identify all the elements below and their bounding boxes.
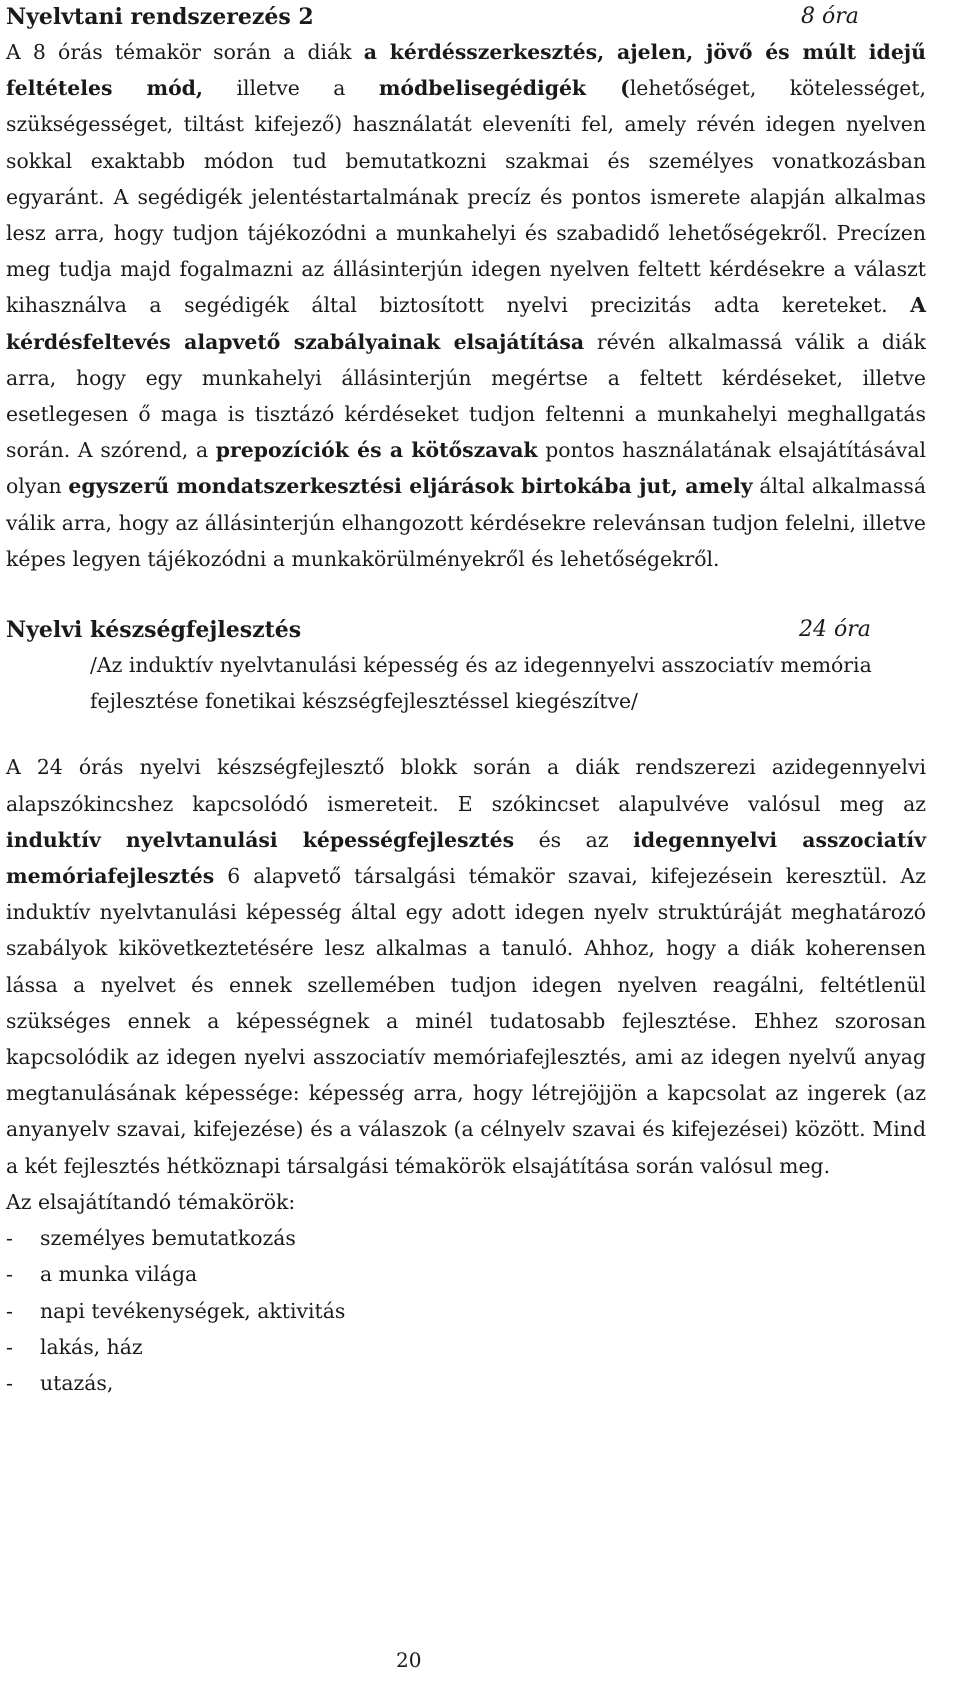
list-dash: -: [6, 1298, 13, 1323]
text-run: 6 alapvető társalgási témakör szavai, kifejezésein keresztül. Az induktív nyelvtanulási képesség által egy adott idegen nyelv struktúráját meghatározó szabályok kikövetkeztetésére lesz alkalmas a tanuló. Ahhoz, hogy a diák koherensen lássa a nyelvet és ennek szellemében tudjon idegen nyelven reagálni, feltétlenül szükséges ennek a képességnek a minél tudatosabb fejlesztése. Ehhez szorosan kapcsolódik az idegen nyelvi asszociatív memóriafejlesztés, ami az idegen nyelvű anyag megtanulásának képessége: képesség arra, hogy létrejöjjön a kapcsolat az ingerek (az anyanyelv szavai, kifejezése) és a válaszok (a célnyelv szavai és kifejezései) között. Mind a két fejlesztés hétköznapi társalgási témakörök elsajátítása során valósul meg.: [6, 864, 926, 1178]
list-item: [6, 1293, 926, 1329]
topics-intro: Az elsajátítandó témakörök:: [6, 1189, 296, 1214]
section-title: Nyelvtani rendszerezés 2: [6, 4, 314, 30]
list-item-text: utazás,: [40, 1370, 114, 1395]
section-heading-skills: [6, 613, 926, 647]
bold-run: idegennyelvi asszociatív memóriafejlesztés: [6, 827, 926, 889]
bold-run: módbelisegédigék (: [378, 76, 630, 101]
text-run: lehetőséget, kötelességet, szükségességet, tiltást kifejező) használatát eleveníti fel, amely révén idegen nyelven sokkal exaktabb módon tud bemutatkozni szakmai és személyes vonatkozásban egyaránt. A segédigék jelentéstartalmának precíz és pontos ismerete alapján alkalmas lesz arra, hogy tudjon tájékozódni a munkahelyi és szabadidő lehetőségekről. Precízen meg tudja majd fogalmazni az állásinterjún idegen nyelven feltett kérdésekre a választ kihasználva a segédigék által biztosított nyelvi precizitás adta kereteket.: [6, 76, 927, 318]
text-run: illetve a: [203, 76, 379, 101]
topic-list: [6, 1220, 926, 1401]
text-run: révén alkalmassá válik a diák arra, hogy egy munkahelyi állásinterjún megértse a feltett kérdéseket, illetve esetlegesen ő maga is tisztázó kérdéseket tudjon feltenni a munkahelyi meghallgatás során. A szórend, a: [6, 329, 926, 463]
list-item-text: személyes bemutatkozás: [40, 1226, 296, 1251]
section-title: Nyelvi készségfejlesztés: [6, 617, 302, 644]
skills-paragraph: [6, 749, 926, 1183]
text-run: pontos használatának elsajátításával olyan: [6, 438, 926, 499]
bold-run: a kérdésszerkesztés, ajelen, jövő és múlt idejű feltételes mód,: [6, 40, 926, 101]
page-number: 20: [396, 1648, 422, 1672]
list-item: [6, 1329, 926, 1365]
list-dash: -: [6, 1334, 13, 1359]
text-run: által alkalmassá válik arra, hogy az állásinterjún elhangozott kérdésekre relevánsan tudjon felelni, illetve képes legyen tájékozódni a munkakörülményekről és lehetőségekről.: [6, 474, 926, 571]
section-hours: 24 óra: [799, 617, 871, 643]
bold-run: A kérdésfeltevés alapvető szabályainak elsajátítása: [6, 293, 926, 354]
section-heading-grammar: [6, 0, 926, 34]
grammar-paragraph: [6, 34, 926, 577]
text-run: és az: [514, 827, 634, 852]
document-page: [6, 0, 926, 1401]
section-subtitle: /Az induktív nyelvtanulási képesség és az idegennyelvi asszociatív memória fejlesztése fonetikai készségfejlesztéssel kiegészítve/: [90, 653, 872, 714]
list-item-text: a munka világa: [40, 1262, 198, 1287]
section-hours: 8 óra: [801, 4, 859, 29]
list-item: [6, 1256, 926, 1292]
list-item-text: lakás, ház: [40, 1334, 143, 1359]
bold-run: egyszerű mondatszerkesztési eljárások birtokába jut, amely: [68, 474, 753, 499]
list-item: [6, 1220, 926, 1256]
bold-run: prepozíciók és a kötőszavak: [215, 438, 538, 463]
bold-run: induktív nyelvtanulási képességfejlesztés: [6, 827, 515, 852]
list-dash: -: [6, 1262, 13, 1287]
list-item: [6, 1365, 926, 1401]
list-dash: -: [6, 1370, 13, 1395]
text-run: A 24 órás nyelvi készségfejlesztő blokk során a diák rendszerezi azidegennyelvi alapszókincshez kapcsolódó ismereteit. E szókincset alapulvéve valósul meg az: [6, 755, 926, 816]
list-dash: -: [6, 1226, 13, 1251]
text-run: A 8 órás témakör során a diák: [6, 40, 364, 64]
list-item-text: napi tevékenységek, aktivitás: [40, 1298, 346, 1323]
